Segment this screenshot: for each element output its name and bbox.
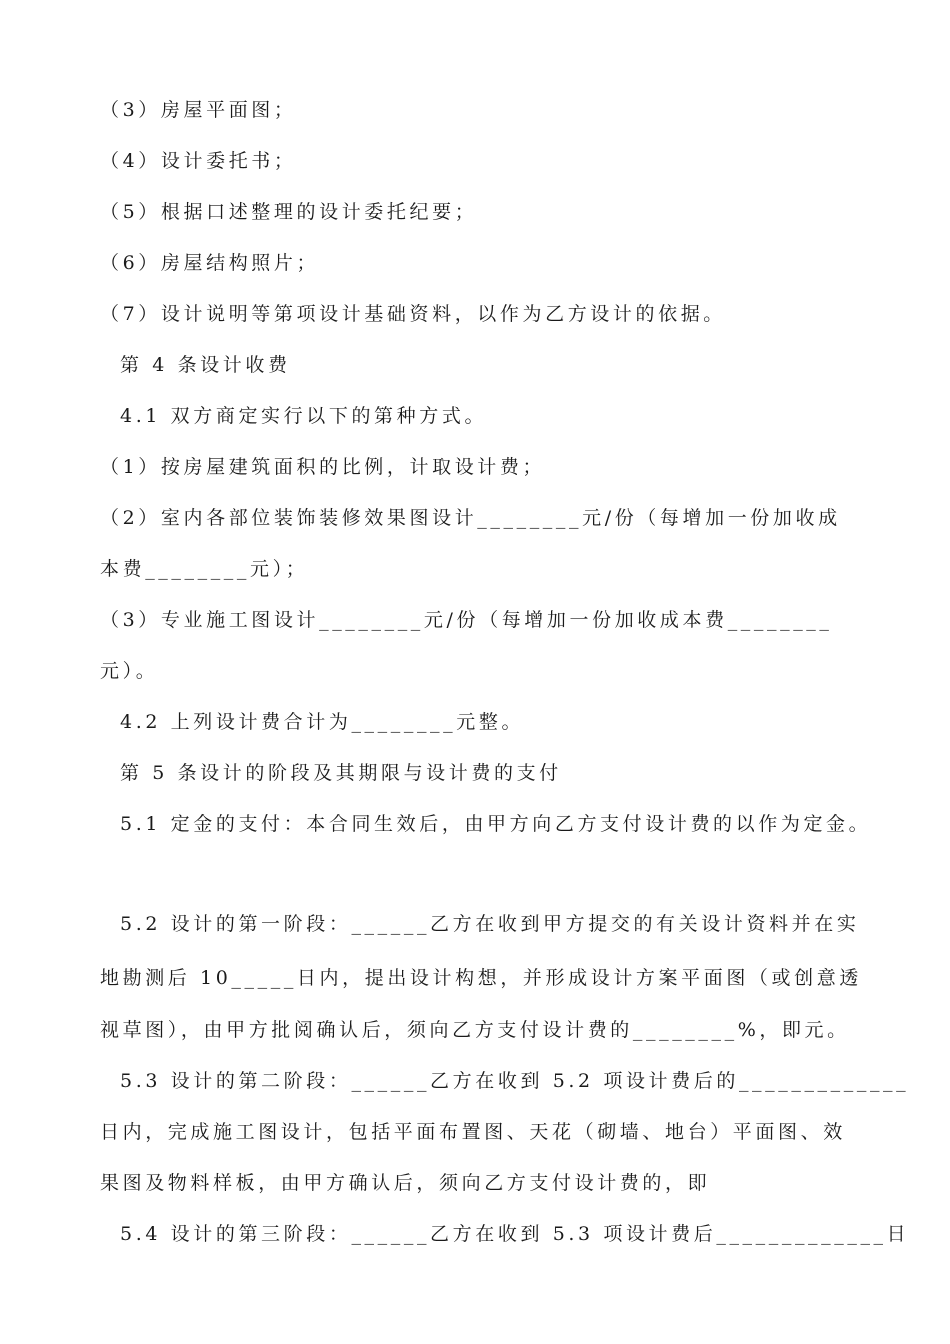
clause-text: 5.3 设计的第二阶段：______乙方在收到 5.2 项设计费后的_____________ [120,1070,910,1092]
clause-text-continuation: 日内，完成施工图设计，包括平面布置图、天花（砌墙、地台）平面图、效 [100,1121,846,1143]
clause-text-continuation: 地勘测后 10_____日内，提出设计构想，并形成设计方案平面图（或创意透 [100,967,862,989]
clause-text: 4.2 上列设计费合计为________元整。 [120,711,525,733]
list-item: （7）设计说明等第项设计基础资料，以作为乙方设计的依据。 [100,303,726,325]
clause-text-continuation: 果图及物料样板，由甲方确认后，须向乙方支付设计费的，即 [100,1172,711,1194]
section-heading: 第 5 条设计的阶段及其期限与设计费的支付 [120,762,562,784]
clause-text: 5.4 设计的第三阶段：______乙方在收到 5.3 项设计费后_____________日 [120,1223,910,1245]
clause-text: 5.1 定金的支付：本合同生效后，由甲方向乙方支付设计费的以作为定金。 [120,813,872,835]
list-item: （2）室内各部位装饰装修效果图设计________元/份（每增加一份加收成 [100,507,841,529]
list-item: （5）根据口述整理的设计委托纪要； [100,201,478,223]
list-item: （4）设计委托书； [100,150,297,172]
list-item-continuation: 本费________元）； [100,558,309,580]
clause-text-continuation: 视草图），由甲方批阅确认后，须向乙方支付设计费的________%，即元。 [100,1019,850,1041]
list-item: （1）按房屋建筑面积的比例，计取设计费； [100,456,546,478]
clause-text: 5.2 设计的第一阶段：______乙方在收到甲方提交的有关设计资料并在实 [120,913,860,935]
list-item: （3）房屋平面图； [100,99,297,121]
list-item-continuation: 元）。 [100,660,159,682]
list-item: （6）房屋结构照片； [100,252,320,274]
section-heading: 第 4 条设计收费 [120,354,291,376]
list-item: （3）专业施工图设计________元/份（每增加一份加收成本费________ [100,609,833,631]
clause-text: 4.1 双方商定实行以下的第种方式。 [120,405,488,427]
